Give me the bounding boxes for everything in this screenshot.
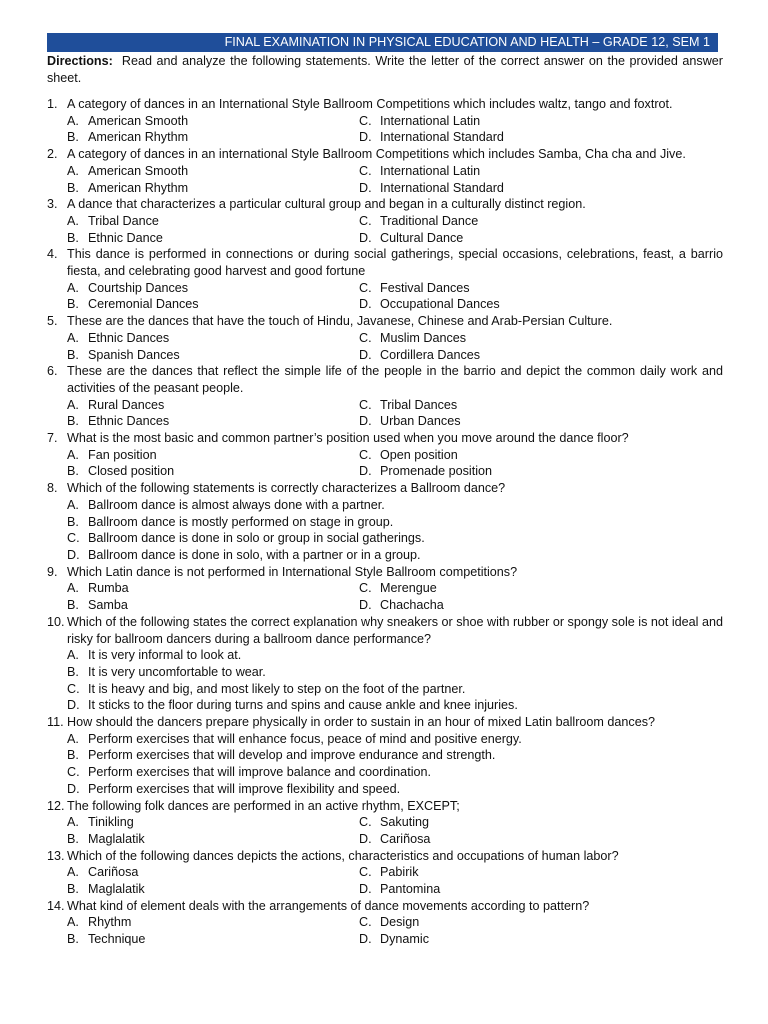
option-text: Fan position xyxy=(88,447,157,462)
option-text: Occupational Dances xyxy=(380,297,500,312)
answer-option xyxy=(359,129,689,146)
option-letter: C. xyxy=(359,163,372,178)
option-letter: B. xyxy=(67,831,79,846)
option-letter: A. xyxy=(67,280,79,295)
answer-option xyxy=(359,914,689,931)
option-letter: B. xyxy=(67,130,79,145)
question-number: 13. xyxy=(47,848,65,863)
option-text: Festival Dances xyxy=(380,280,470,295)
answer-options xyxy=(67,731,723,798)
answer-option xyxy=(67,747,723,764)
question-number: 2. xyxy=(47,147,58,162)
question-number: 12. xyxy=(47,798,65,813)
option-text: Cultural Dance xyxy=(380,230,464,245)
question-item xyxy=(47,898,723,948)
option-text: Tribal Dances xyxy=(380,397,458,412)
question-stem: This dance is performed in connections or during social gatherings, special occasions, celebrations, feast, a barrio fiesta, and celebrating good harvest and good fortune xyxy=(67,247,723,279)
option-text: It is heavy and big, and most likely to step on the foot of the partner. xyxy=(88,681,466,696)
option-text: Ballroom dance is done in solo or group in social gatherings. xyxy=(88,531,425,546)
option-text: It is very uncomfortable to wear. xyxy=(88,664,266,679)
answer-option xyxy=(359,296,689,313)
option-text: Ethnic Dances xyxy=(88,414,170,429)
answer-option xyxy=(67,764,723,781)
question-item xyxy=(47,363,723,430)
question-stem: Which Latin dance is not performed in International Style Ballroom competitions? xyxy=(67,564,518,579)
question-stem: The following folk dances are performed in an active rhythm, EXCEPT; xyxy=(67,798,460,813)
option-text: Urban Dances xyxy=(380,414,461,429)
option-letter: D. xyxy=(359,230,372,245)
question-item xyxy=(47,798,723,848)
question-item xyxy=(47,430,723,480)
option-letter: B. xyxy=(67,464,79,479)
question-number: 1. xyxy=(47,97,58,111)
option-letter: B. xyxy=(67,180,79,195)
answer-option xyxy=(67,180,359,197)
question-number: 7. xyxy=(47,431,58,446)
option-letter: C. xyxy=(67,765,80,780)
option-letter: D. xyxy=(67,781,80,796)
question-stem: A dance that characterizes a particular cultural group and began in a culturally distinct region. xyxy=(67,197,586,212)
option-text: Spanish Dances xyxy=(88,347,180,362)
option-text: Cariñosa xyxy=(380,831,431,846)
question-number: 3. xyxy=(47,197,58,212)
question-stem: What kind of element deals with the arrangements of dance movements according to pattern? xyxy=(67,898,590,913)
option-text: Promenade position xyxy=(380,464,493,479)
option-letter: A. xyxy=(67,447,79,462)
option-letter: C. xyxy=(67,681,80,696)
option-letter: D. xyxy=(359,130,372,145)
question-number: 6. xyxy=(47,364,58,379)
option-letter: B. xyxy=(67,664,79,679)
answer-option xyxy=(359,163,689,180)
option-text: Ethnic Dances xyxy=(88,330,170,345)
question-list xyxy=(47,96,723,948)
answer-option xyxy=(359,280,689,297)
option-letter: D. xyxy=(359,414,372,429)
question-stem: Which of the following statements is correctly characterizes a Ballroom dance? xyxy=(67,481,506,496)
directions xyxy=(47,53,723,86)
option-text: International Latin xyxy=(380,113,481,128)
answer-option xyxy=(67,731,723,748)
option-letter: D. xyxy=(67,698,80,713)
option-letter: C. xyxy=(359,447,372,462)
answer-option xyxy=(359,180,689,197)
answer-option xyxy=(67,296,359,313)
answer-option xyxy=(67,514,723,531)
option-text: Rhythm xyxy=(88,915,132,930)
answer-options xyxy=(67,914,723,947)
option-letter: D. xyxy=(67,547,80,562)
option-letter: C. xyxy=(359,915,372,930)
answer-option xyxy=(67,781,723,798)
answer-option xyxy=(67,280,359,297)
answer-options xyxy=(67,163,723,196)
answer-options xyxy=(67,864,723,897)
answer-option xyxy=(67,881,359,898)
answer-option xyxy=(359,213,689,230)
answer-option xyxy=(67,113,359,130)
question-stem: Which of the following dances depicts the actions, characteristics and occupations of human labor? xyxy=(67,848,619,863)
question-item xyxy=(47,246,723,313)
option-letter: A. xyxy=(67,915,79,930)
answer-option xyxy=(359,230,689,247)
option-letter: A. xyxy=(67,330,79,345)
option-letter: B. xyxy=(67,297,79,312)
option-letter: D. xyxy=(359,932,372,947)
directions-label: Directions: xyxy=(47,54,113,68)
answer-option xyxy=(67,580,359,597)
option-text: American Smooth xyxy=(88,113,189,128)
option-letter: C. xyxy=(359,815,372,830)
option-text: Pabirik xyxy=(380,865,419,880)
option-text: Maglalatik xyxy=(88,831,145,846)
option-letter: C. xyxy=(359,865,372,880)
option-letter: B. xyxy=(67,347,79,362)
question-item xyxy=(47,196,723,246)
option-text: It is very informal to look at. xyxy=(88,648,242,663)
option-text: Rumba xyxy=(88,581,129,596)
answer-option xyxy=(67,497,723,514)
option-letter: B. xyxy=(67,414,79,429)
option-letter: C. xyxy=(359,581,372,596)
answer-option xyxy=(359,447,689,464)
option-text: Tinikling xyxy=(88,815,134,830)
answer-options xyxy=(67,397,723,430)
question-number: 10. xyxy=(47,614,65,629)
question-item xyxy=(47,480,723,564)
answer-option xyxy=(359,814,689,831)
option-text: Pantomina xyxy=(380,882,441,897)
answer-option xyxy=(359,113,689,130)
option-text: Technique xyxy=(88,932,146,947)
option-letter: D. xyxy=(359,464,372,479)
answer-option xyxy=(67,547,723,564)
answer-options xyxy=(67,647,723,714)
question-item xyxy=(47,848,723,898)
answer-option xyxy=(67,463,359,480)
option-text: Maglalatik xyxy=(88,882,145,897)
option-letter: A. xyxy=(67,163,79,178)
answer-option xyxy=(359,831,689,848)
answer-option xyxy=(67,129,359,146)
option-letter: D. xyxy=(359,180,372,195)
option-text: Ballroom dance is almost always done with a partner. xyxy=(88,497,385,512)
question-item xyxy=(47,564,723,614)
option-text: Open position xyxy=(380,447,458,462)
answer-option xyxy=(359,931,689,948)
answer-option xyxy=(67,914,359,931)
question-number: 5. xyxy=(47,314,58,329)
answer-options xyxy=(67,213,723,246)
answer-options xyxy=(67,814,723,847)
answer-option xyxy=(67,931,359,948)
question-item xyxy=(47,614,723,714)
option-text: International Latin xyxy=(380,163,481,178)
option-text: Perform exercises that will develop and improve endurance and strength. xyxy=(88,748,496,763)
option-text: Ethnic Dance xyxy=(88,230,163,245)
answer-option xyxy=(67,681,723,698)
question-stem: Which of the following states the correct explanation why sneakers or shoe with rubber or spongy sole is not ideal and risky for ballroom dancers during a ballroom dance performance? xyxy=(67,614,723,646)
answer-option xyxy=(67,864,359,881)
question-number: 8. xyxy=(47,481,58,496)
option-letter: A. xyxy=(67,648,79,663)
option-letter: B. xyxy=(67,748,79,763)
option-letter: A. xyxy=(67,213,79,228)
answer-option xyxy=(359,864,689,881)
answer-option xyxy=(67,814,359,831)
option-text: Perform exercises that will improve flexibility and speed. xyxy=(88,781,401,796)
option-text: American Rhythm xyxy=(88,130,189,145)
answer-option xyxy=(67,664,723,681)
answer-option xyxy=(67,397,359,414)
answer-options xyxy=(67,580,723,613)
option-text: Tribal Dance xyxy=(88,213,159,228)
question-number: 4. xyxy=(47,247,58,262)
question-stem: What is the most basic and common partner’s position used when you move around the dance floor? xyxy=(67,431,629,446)
option-text: Cariñosa xyxy=(88,865,139,880)
option-letter: A. xyxy=(67,581,79,596)
option-letter: A. xyxy=(67,113,79,128)
option-letter: D. xyxy=(359,598,372,613)
answer-option xyxy=(359,397,689,414)
option-letter: C. xyxy=(359,213,372,228)
option-letter: D. xyxy=(359,831,372,846)
answer-options xyxy=(67,330,723,363)
option-letter: B. xyxy=(67,230,79,245)
answer-options xyxy=(67,447,723,480)
option-letter: C. xyxy=(359,397,372,412)
option-text: Courtship Dances xyxy=(88,280,189,295)
option-text: International Standard xyxy=(380,180,504,195)
option-text: International Standard xyxy=(380,130,504,145)
option-text: Traditional Dance xyxy=(380,213,479,228)
option-text: Rural Dances xyxy=(88,397,165,412)
exam-title-bar xyxy=(47,33,718,52)
answer-option xyxy=(67,413,359,430)
option-letter: C. xyxy=(67,531,80,546)
answer-option xyxy=(67,213,359,230)
question-item xyxy=(47,146,723,196)
option-text: Ballroom dance is mostly performed on stage in group. xyxy=(88,514,394,529)
answer-option xyxy=(359,580,689,597)
exam-title: FINAL EXAMINATION IN PHYSICAL EDUCATION AND HEALTH – GRADE 12, SEM 1 xyxy=(224,35,710,49)
option-text: Merengue xyxy=(380,581,437,596)
option-text: Design xyxy=(380,915,420,930)
option-text: It sticks to the floor during turns and spins and cause ankle and knee injuries. xyxy=(88,698,518,713)
answer-option xyxy=(67,647,723,664)
option-text: Perform exercises that will improve balance and coordination. xyxy=(88,765,431,780)
question-item xyxy=(47,96,723,146)
option-text: Cordillera Dances xyxy=(380,347,481,362)
option-letter: A. xyxy=(67,397,79,412)
answer-option xyxy=(359,347,689,364)
question-number: 14. xyxy=(47,898,65,913)
option-letter: C. xyxy=(359,113,372,128)
option-text: Muslim Dances xyxy=(380,330,467,345)
option-letter: A. xyxy=(67,865,79,880)
option-text: Ceremonial Dances xyxy=(88,297,199,312)
answer-option xyxy=(359,597,689,614)
option-letter: A. xyxy=(67,497,79,512)
option-text: Ballroom dance is done in solo, with a partner or in a group. xyxy=(88,547,421,562)
option-text: American Smooth xyxy=(88,163,189,178)
option-text: Chachacha xyxy=(380,598,444,613)
answer-option xyxy=(359,330,689,347)
answer-options xyxy=(67,113,723,146)
question-number: 9. xyxy=(47,564,58,579)
question-item xyxy=(47,313,723,363)
answer-option xyxy=(67,230,359,247)
option-letter: A. xyxy=(67,815,79,830)
option-text: Perform exercises that will enhance focus, peace of mind and positive energy. xyxy=(88,731,522,746)
answer-option xyxy=(359,463,689,480)
answer-option xyxy=(67,530,723,547)
option-letter: B. xyxy=(67,598,79,613)
option-letter: B. xyxy=(67,932,79,947)
answer-option xyxy=(67,597,359,614)
option-text: American Rhythm xyxy=(88,180,189,195)
option-letter: B. xyxy=(67,514,79,529)
question-item xyxy=(47,714,723,798)
question-stem: These are the dances that reflect the simple life of the people in the barrio and depict the common daily work and activities of the peasant people. xyxy=(67,364,723,395)
option-letter: D. xyxy=(359,882,372,897)
option-text: Sakuting xyxy=(380,815,430,830)
option-text: Dynamic xyxy=(380,932,429,947)
answer-option xyxy=(359,881,689,898)
answer-options xyxy=(67,280,723,313)
option-text: Closed position xyxy=(88,464,175,479)
answer-option xyxy=(67,330,359,347)
answer-option xyxy=(67,447,359,464)
option-text: Samba xyxy=(88,598,128,613)
option-letter: D. xyxy=(359,297,372,312)
answer-option xyxy=(67,163,359,180)
option-letter: A. xyxy=(67,731,79,746)
directions-text: Read and analyze the following statements. Write the letter of the correct answer on the provided answer sheet. xyxy=(47,54,724,85)
answer-option xyxy=(67,831,359,848)
option-letter: B. xyxy=(67,882,79,897)
option-letter: D. xyxy=(359,347,372,362)
question-stem: A category of dances in an International Style Ballroom Competitions which includes waltz, tango and foxtrot. xyxy=(67,97,673,111)
answer-option xyxy=(67,697,723,714)
option-letter: C. xyxy=(359,280,372,295)
question-stem: A category of dances in an international Style Ballroom Competitions which includes Samba, Cha cha and Jive. xyxy=(67,147,686,162)
question-stem: How should the dancers prepare physically in order to sustain in an hour of mixed Latin ballroom dances? xyxy=(67,715,656,730)
answer-option xyxy=(359,413,689,430)
answer-options xyxy=(67,497,723,564)
question-stem: These are the dances that have the touch of Hindu, Javanese, Chinese and Arab-Persian Culture. xyxy=(67,314,613,329)
answer-option xyxy=(67,347,359,364)
option-letter: C. xyxy=(359,330,372,345)
question-number: 11. xyxy=(47,715,64,730)
